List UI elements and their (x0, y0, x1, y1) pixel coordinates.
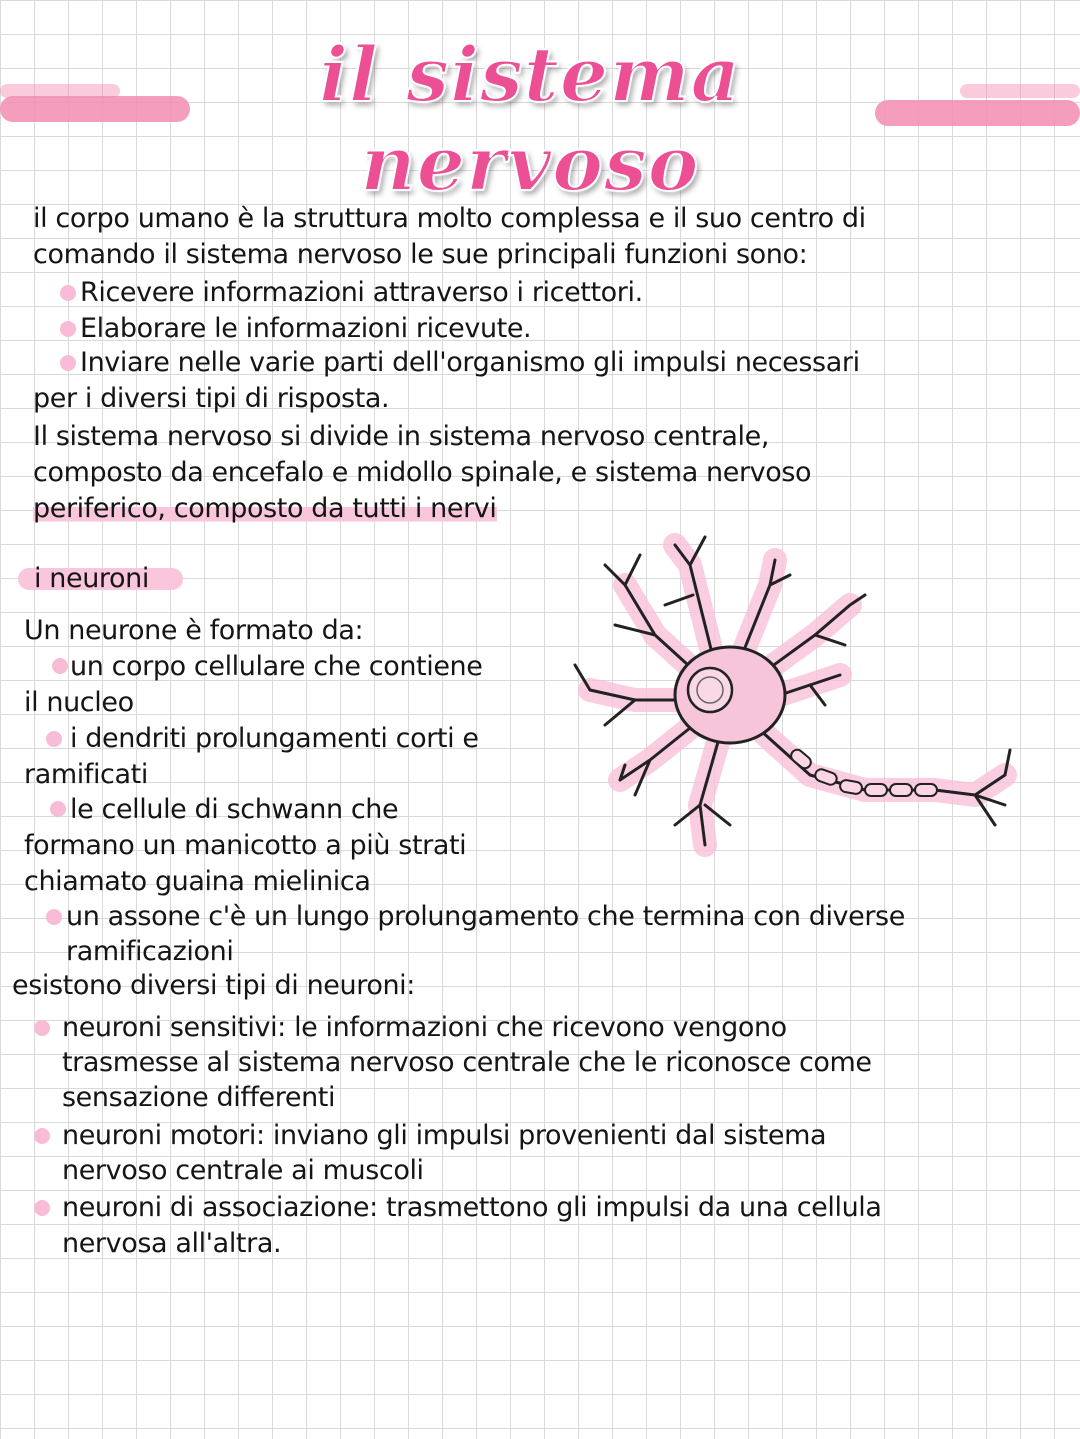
intro-bullet-1: Ricevere informazioni attraverso i ricettori. (80, 277, 643, 308)
neuron-lead: Un neurone è formato da: (24, 615, 364, 646)
bullet-dot (60, 321, 76, 337)
section-heading-neuroni: i neuroni (34, 563, 149, 594)
title-bar-right (875, 100, 1080, 126)
bullet-dot (34, 1128, 50, 1144)
neuron-item-3a: le cellule di schwann che (70, 794, 399, 825)
intro-line-4: composto da encefalo e midollo spinale, e sistema nervoso (33, 457, 812, 488)
intro-line-3: Il sistema nervoso si divide in sistema nervoso centrale, (33, 421, 770, 452)
title-bar-left (0, 96, 190, 122)
neuron-item-3c: chiamato guaina mielinica (24, 866, 371, 897)
intro-line-5-text: periferico, composto da tutti i nervi (33, 493, 497, 524)
intro-line-1: il corpo umano è la struttura molto complessa e il suo centro di (33, 203, 866, 234)
bullet-dot (46, 731, 62, 747)
bullet-dot (34, 1020, 50, 1036)
intro-line-2 (33, 238, 807, 272)
bullet-dot (60, 285, 76, 301)
page-title: il sistema nervoso (319, 30, 741, 208)
neuron-type-2a: neuroni motori: inviano gli impulsi provenienti dal sistema (62, 1120, 827, 1151)
neuron-item-4a: un assone c'è un lungo prolungamento che termina con diverse (66, 901, 905, 932)
neuron-type-1c: sensazione differenti (62, 1082, 336, 1113)
bullet-dot (52, 658, 68, 674)
bullet-dot (50, 801, 66, 817)
neuron-illustration-icon (565, 525, 1025, 875)
intro-bullet-2: Elaborare le informazioni ricevute. (80, 313, 532, 344)
neuron-type-3a: neuroni di associazione: trasmettono gli impulsi da una cellula (62, 1192, 882, 1223)
intro-line-2-text: comando il sistema nervoso le sue principali funzioni sono: (33, 239, 808, 270)
title-bar-right-thin (960, 84, 1080, 98)
neuron-item-2a: i dendriti prolungamenti corti e (70, 723, 479, 754)
neuron-item-1a: un corpo cellulare che contiene (70, 651, 483, 682)
intro-line-5 (33, 492, 497, 526)
neuron-type-3b: nervosa all'altra. (62, 1228, 282, 1259)
neuron-types-lead: esistono diversi tipi di neuroni: (12, 970, 415, 1001)
neuron-item-1b: il nucleo (24, 687, 134, 718)
bullet-dot (60, 355, 76, 371)
bullet-dot (34, 1200, 50, 1216)
bullet-dot (46, 909, 62, 925)
neuron-item-4b: ramificazioni (66, 936, 234, 967)
neuron-type-1a: neuroni sensitivi: le informazioni che ricevono vengono (62, 1012, 787, 1043)
neuron-type-1b: trasmesse al sistema nervoso centrale che le riconosce come (62, 1047, 872, 1078)
intro-bullet-3b: per i diversi tipi di risposta. (33, 383, 390, 414)
intro-bullet-3a: Inviare nelle varie parti dell'organismo gli impulsi necessari (80, 347, 860, 378)
neuron-item-3b: formano un manicotto a più strati (24, 830, 467, 861)
neuron-type-2b: nervoso centrale ai muscoli (62, 1155, 424, 1186)
neuron-item-2b: ramificati (24, 759, 148, 790)
